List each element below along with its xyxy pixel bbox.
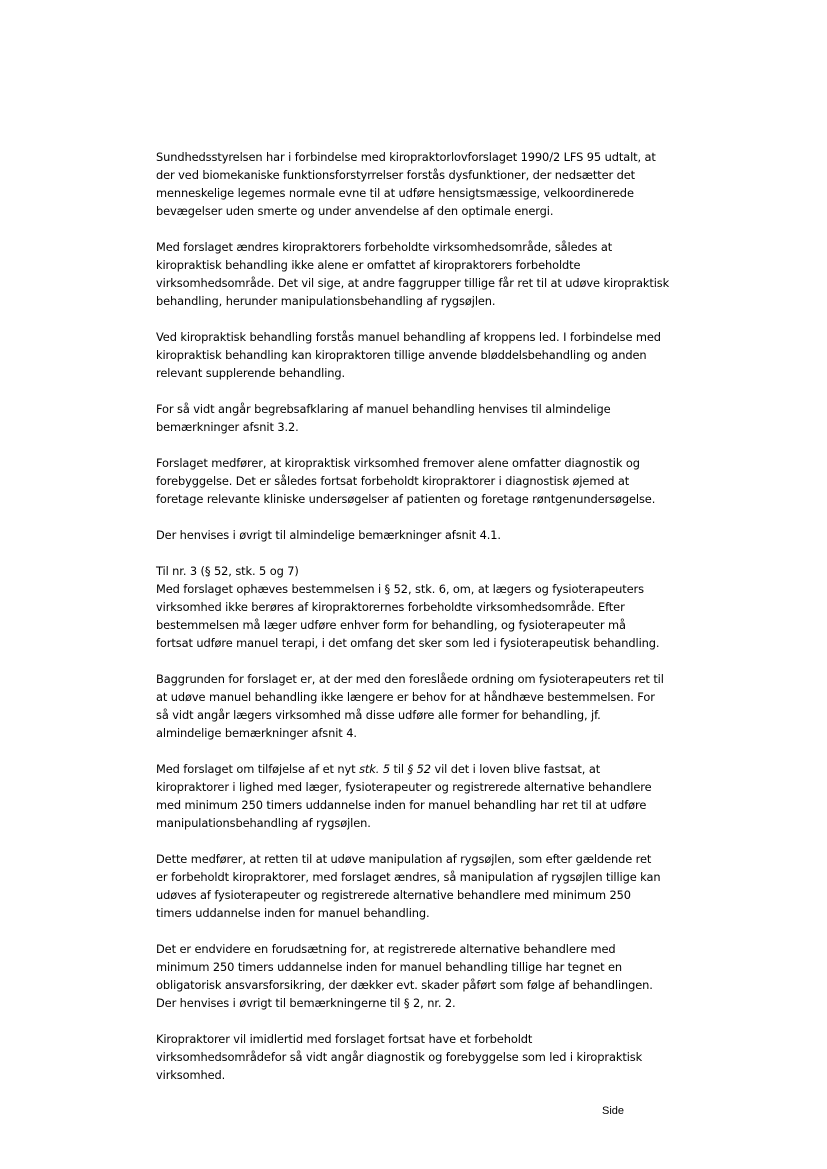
text-line: Kiropraktorer vil imidlertid med forslaget fortsat have et forbeholdt: [156, 1032, 533, 1046]
section-heading: Til nr. 3 (§ 52, stk. 5 og 7): [156, 564, 299, 578]
paragraph-3: [156, 328, 676, 382]
text-line: forebyggelse. Det er således fortsat forbeholdt kiropraktorer i diagnostisk øjemed at: [156, 474, 630, 488]
text-line: behandling, herunder manipulationsbehandling af rygsøjlen.: [156, 294, 496, 308]
text-line: kiropraktisk behandling kan kiropraktoren tillige anvende bløddelsbehandling og anden: [156, 348, 647, 362]
text-line: Forslaget medfører, at kiropraktisk virksomhed fremover alene omfatter diagnostik og: [156, 456, 640, 470]
text-run: til: [389, 762, 408, 776]
text-line: virksomhed ikke berøres af kiropraktorernes forbeholdte virksomhedsområde. Efter: [156, 600, 625, 614]
text-line: der ved biomekaniske funktionsforstyrrelser forstås dysfunktioner, der nedsætter det: [156, 168, 636, 182]
paragraph-11: [156, 940, 676, 1012]
text-line: manipulationsbehandling af rygsøjlen.: [156, 816, 371, 830]
paragraph-10: [156, 850, 676, 922]
paragraph-4: [156, 400, 676, 436]
paragraph-8: [156, 670, 676, 742]
text-line: [156, 760, 676, 778]
text-line: virksomhed.: [156, 1068, 226, 1082]
text-line: timers uddannelse inden for manuel behandling.: [156, 906, 430, 920]
text-line: Der henvises i øvrigt til almindelige bemærkninger afsnit 4.1.: [156, 528, 501, 542]
text-line: Med forslaget ændres kiropraktorers forbeholdte virksomhedsområde, således at: [156, 240, 613, 254]
text-line: almindelige bemærkninger afsnit 4.: [156, 726, 357, 740]
italic-reference: stk. 5: [359, 762, 390, 776]
text-line: bemærkninger afsnit 3.2.: [156, 420, 299, 434]
text-line: med minimum 250 timers uddannelse inden for manuel behandling har ret til at udføre: [156, 798, 647, 812]
paragraph-2: [156, 238, 676, 310]
text-line: Der henvises i øvrigt til bemærkningerne til § 2, nr. 2.: [156, 996, 456, 1010]
text-line: bevægelser uden smerte og under anvendelse af den optimale energi.: [156, 204, 554, 218]
text-line: Dette medfører, at retten til at udøve manipulation af rygsøjlen, som efter gældende ret: [156, 852, 652, 866]
text-line: udøves af fysioterapeuter og registrerede alternative behandlere med minimum 250: [156, 888, 631, 902]
text-line: så vidt angår lægers virksomhed må disse udføre alle former for behandling, jf.: [156, 708, 601, 722]
paragraph-1: [156, 148, 676, 220]
paragraph-6: [156, 526, 676, 544]
text-line: Med forslaget ophæves bestemmelsen i § 52, stk. 6, om, at lægers og fysioterapeuters: [156, 582, 644, 596]
text-run: Med forslaget om tilføjelse af et nyt: [156, 762, 360, 776]
page-footer: [602, 1105, 624, 1117]
text-line: menneskelige legemes normale evne til at udføre hensigtsmæssige, velkoordinerede: [156, 186, 634, 200]
text-line: For så vidt angår begrebsafklaring af manuel behandling henvises til almindelige: [156, 402, 611, 416]
text-line: Det er endvidere en forudsætning for, at registrerede alternative behandlere med: [156, 942, 616, 956]
text-line: Sundhedsstyrelsen har i forbindelse med kiropraktorlovforslaget 1990/2 LFS 95 udtalt, at: [156, 150, 656, 164]
paragraph-12: [156, 1030, 676, 1084]
text-run: vil det i loven blive fastsat, at: [430, 762, 601, 776]
text-line: foretage relevante kliniske undersøgelser af patienten og foretage røntgenundersøgelse.: [156, 492, 656, 506]
section-til-nr-3: [156, 562, 676, 652]
text-line: relevant supplerende behandling.: [156, 366, 346, 380]
text-line: kiropraktorer i lighed med læger, fysioterapeuter og registrerede alternative behandlere: [156, 780, 652, 794]
text-line: minimum 250 timers uddannelse inden for manuel behandling tillige har tegnet en: [156, 960, 623, 974]
italic-reference: § 52: [407, 762, 431, 776]
text-line: kiropraktisk behandling ikke alene er omfattet af kiropraktorers forbeholdte: [156, 258, 581, 272]
text-line: Baggrunden for forslaget er, at der med den foreslåede ordning om fysioterapeuters ret til: [156, 672, 664, 686]
paragraph-9: [156, 760, 676, 832]
text-line: fortsat udføre manuel terapi, i det omfang det sker som led i fysioterapeutisk behandling.: [156, 636, 660, 650]
text-line: Ved kiropraktisk behandling forstås manuel behandling af kroppens led. I forbindelse med: [156, 330, 661, 344]
text-line: obligatorisk ansvarsforsikring, der dækker evt. skader påført som følge af behandlingen.: [156, 978, 653, 992]
text-line: virksomhedsområdefor så vidt angår diagnostik og forebyggelse som led i kiropraktisk: [156, 1050, 643, 1064]
paragraph-5: [156, 454, 676, 508]
page-label: Side: [602, 1105, 625, 1117]
document-body: [156, 148, 676, 1102]
text-line: bestemmelsen må læger udføre enhver form for behandling, og fysioterapeuter må: [156, 618, 626, 632]
text-line: er forbeholdt kiropraktorer, med forslaget ændres, så manipulation af rygsøjlen tillige kan: [156, 870, 661, 884]
text-line: at udøve manuel behandling ikke længere er behov for at håndhæve bestemmelsen. For: [156, 690, 655, 704]
text-line: virksomhedsområde. Det vil sige, at andre faggrupper tillige får ret til at udøve kiropraktisk: [156, 276, 670, 290]
